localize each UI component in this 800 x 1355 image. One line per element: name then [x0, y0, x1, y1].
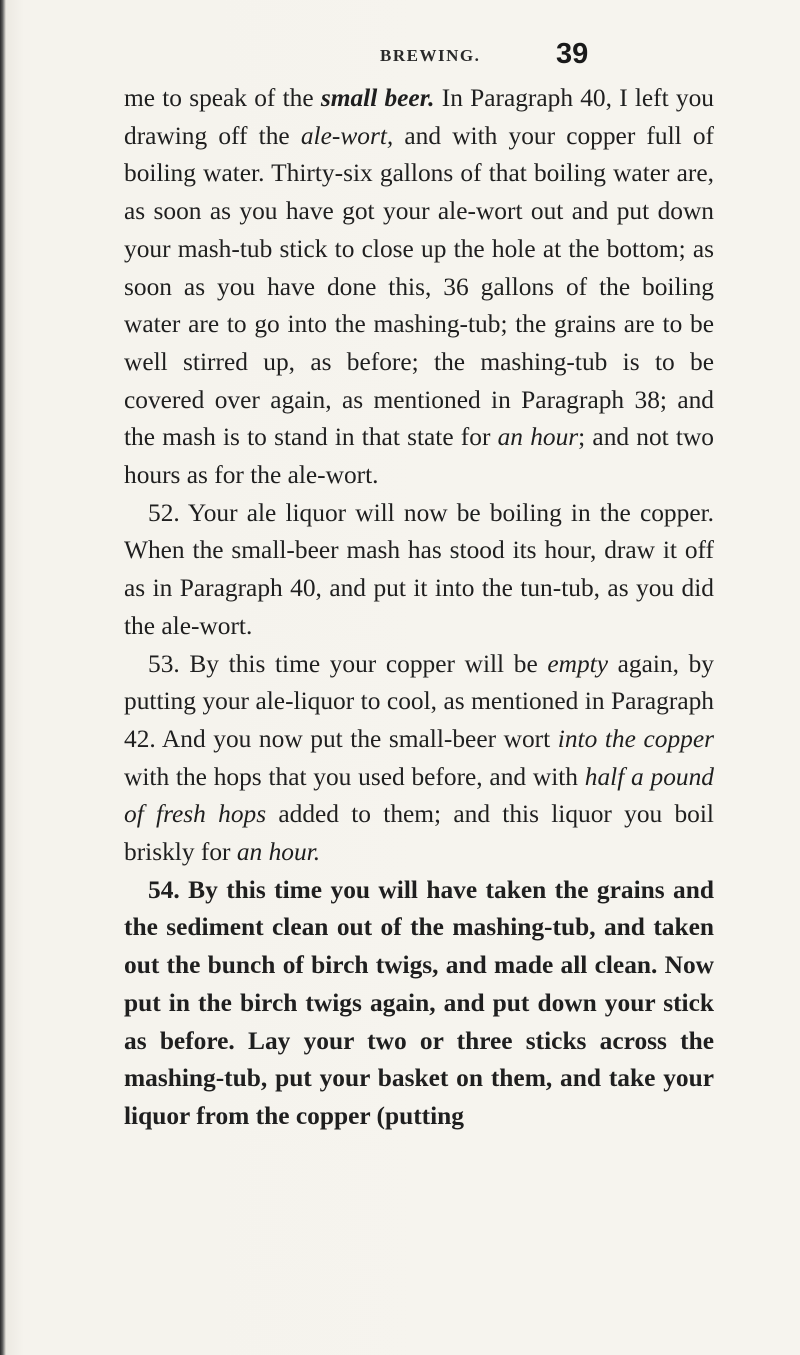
- paragraph-52: [124, 495, 714, 646]
- text-run: me to speak of the: [124, 84, 321, 112]
- text-run: ; and not two hours as for the ale-wort.: [124, 423, 714, 490]
- text-run-italic: small beer.: [320, 84, 435, 112]
- text-run: added to them; and this liquor you boil briskly for: [124, 800, 714, 867]
- text-run-italic: half a pound of fresh hops: [124, 762, 714, 829]
- text-run: 52. Your ale liquor will now be boiling in the copper. When the small-beer mash has stood its hour, draw it off as in Paragraph 40, and put it into the tun-tub, as you did the ale-wort.: [124, 498, 714, 640]
- running-head: [360, 34, 660, 74]
- text-run-italic: an hour: [497, 423, 579, 452]
- text-run: again, by putting your ale-liquor to cool, as mentioned in Paragraph 42. And you now put the small-beer wort: [124, 649, 714, 753]
- text-run-italic: an hour.: [236, 838, 321, 867]
- text-run-italic: empty: [547, 649, 608, 678]
- text-run-italic: into the copper: [557, 724, 714, 753]
- text-run: and with your copper full of boiling water. Thirty-six gallons of that boiling water are, as soon as you have got your ale-wort out and put down your mash-tub stick to close up the hole at the bottom; as soon as you have done this, 36 gallons of the boiling water are to go into the mashing-tub; the grains are to be well stirred up, as before; the mashing-tub is to be covered over again, as mentioned in Paragraph 38; and the mash is to stand in that state for: [124, 121, 714, 452]
- paragraph-53: [124, 646, 714, 872]
- text-run: 53. By this time your copper will be: [148, 649, 548, 678]
- text-run: 54. By this time you will have taken the grains and the sediment clean out of the mashing-tub, and taken out the bunch of birch twigs, and made all clean. Now put in the birch twigs again, and put down your stick as before. Lay your two or three sticks across the mashing-tub, put your basket on them, and take your liquor from the copper (putting: [124, 875, 714, 1130]
- text-run: In Paragraph 40, I left you drawing off the: [124, 84, 714, 150]
- running-title: BREWING.: [380, 46, 481, 65]
- paragraph-54: [124, 872, 714, 1136]
- body-text: [124, 80, 714, 1136]
- text-run: with the hops that you used before, and with: [124, 762, 585, 791]
- page-number: 39: [556, 38, 589, 70]
- paragraph-continued: [124, 80, 714, 495]
- text-run-italic: ale-wort,: [300, 121, 394, 150]
- page-gutter: [0, 0, 6, 1355]
